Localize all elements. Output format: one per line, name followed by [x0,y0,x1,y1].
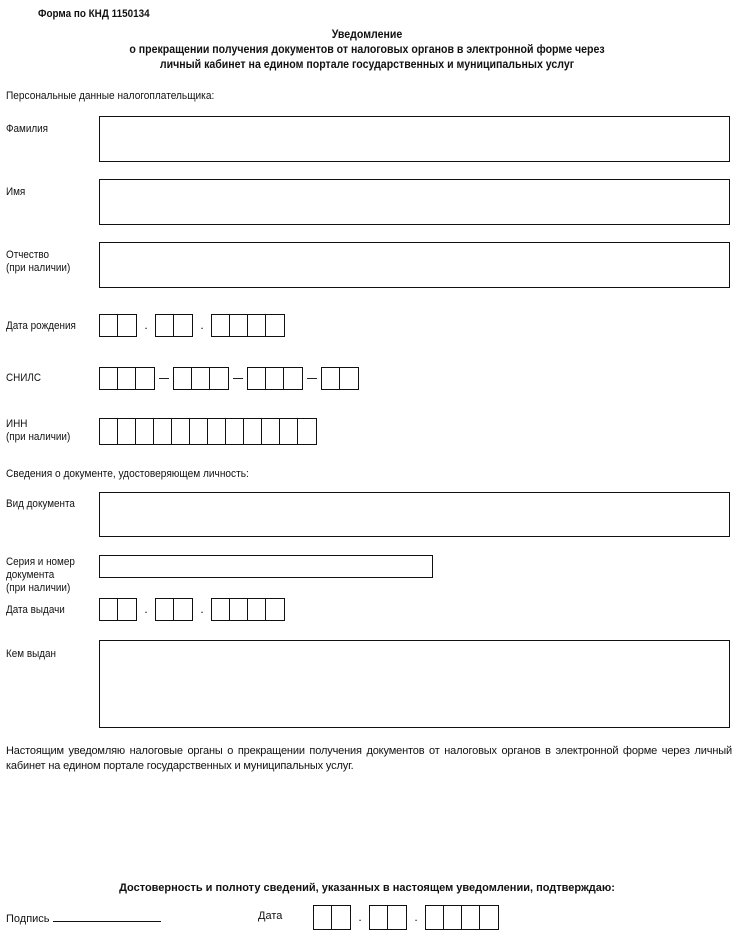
birth-year-cells[interactable] [211,314,285,337]
issue-date-label: Дата выдачи [6,604,65,616]
patronymic-label-line2: (при наличии) [6,262,71,274]
snils-field [99,367,359,390]
digit-cell[interactable] [136,368,154,389]
signature-block [6,910,161,925]
date-separator: . [414,910,418,924]
digit-cell[interactable] [444,906,462,929]
title-line-2: о прекращении получения документов от налоговых органов в электронной форме через [129,44,605,56]
inn-label-line2: (при наличии) [6,431,71,443]
snils-label: СНИЛС [6,372,42,384]
snils-dash [303,378,321,380]
patronymic-label-line1: Отчество [6,249,50,261]
inn-label-line1: ИНН [6,418,28,430]
digit-cell[interactable] [248,599,266,620]
series-number-label [6,556,75,595]
snils-dash [229,378,247,380]
digit-cell[interactable] [100,315,118,336]
issued-by-field[interactable] [99,640,730,728]
patronymic-field[interactable] [99,242,730,288]
digit-cell[interactable] [262,419,280,444]
issue-month-cells[interactable] [155,598,193,621]
digit-cell[interactable] [280,419,298,444]
digit-cell[interactable] [266,599,284,620]
series-number-label-line3: (при наличии) [6,582,71,594]
date-label: Дата [258,910,283,922]
series-number-field[interactable] [99,555,433,578]
digit-cell[interactable] [388,906,406,929]
digit-cell[interactable] [190,419,208,444]
digit-cell[interactable] [266,315,284,336]
issue-day-cells[interactable] [99,598,137,621]
digit-cell[interactable] [174,599,192,620]
digit-cell[interactable] [100,368,118,389]
digit-cell[interactable] [208,419,226,444]
digit-cell[interactable] [118,599,136,620]
form-title [0,28,734,73]
snils-group-3[interactable] [247,367,303,390]
digit-cell[interactable] [192,368,210,389]
patronymic-label [6,249,70,275]
digit-cell[interactable] [100,419,118,444]
birth-month-cells[interactable] [155,314,193,337]
inn-label [6,418,70,444]
sign-day-cells[interactable] [313,905,351,930]
digit-cell[interactable] [172,419,190,444]
digit-cell[interactable] [426,906,444,929]
digit-cell[interactable] [118,315,136,336]
surname-field[interactable] [99,116,730,162]
date-separator: . [144,318,148,332]
digit-cell[interactable] [248,368,266,389]
digit-cell[interactable] [314,906,332,929]
digit-cell[interactable] [118,419,136,444]
digit-cell[interactable] [284,368,302,389]
sign-year-cells[interactable] [425,905,499,930]
digit-cell[interactable] [100,599,118,620]
personal-section-heading: Персональные данные налогоплательщика: [6,90,215,102]
date-separator: . [358,910,362,924]
digit-cell[interactable] [174,368,192,389]
digit-cell[interactable] [136,419,154,444]
signature-line[interactable] [53,910,161,922]
inn-cells[interactable] [99,418,317,445]
digit-cell[interactable] [226,419,244,444]
date-separator: . [200,318,204,332]
document-section-heading: Сведения о документе, удостоверяющем личность: [6,468,249,480]
digit-cell[interactable] [212,315,230,336]
digit-cell[interactable] [154,419,172,444]
snils-group-2[interactable] [173,367,229,390]
digit-cell[interactable] [462,906,480,929]
name-label: Имя [6,186,26,198]
inn-field [99,418,317,445]
digit-cell[interactable] [174,315,192,336]
name-field[interactable] [99,179,730,225]
digit-cell[interactable] [340,368,358,389]
digit-cell[interactable] [156,315,174,336]
signature-label: Подпись [6,913,50,925]
digit-cell[interactable] [212,599,230,620]
surname-label: Фамилия [6,123,49,135]
snils-group-4[interactable] [321,367,359,390]
title-line-1: Уведомление [331,29,403,41]
title-line-3: личный кабинет на едином портале государственных и муниципальных услуг [159,59,575,71]
digit-cell[interactable] [230,599,248,620]
doc-type-field[interactable] [99,492,730,537]
digit-cell[interactable] [322,368,340,389]
form-code: Форма по КНД 1150134 [38,8,150,20]
sign-month-cells[interactable] [369,905,407,930]
confirmation-text: Достоверность и полноту сведений, указанных в настоящем уведомлении, подтверждаю: [119,882,615,894]
snils-dash [155,378,173,380]
digit-cell[interactable] [480,906,498,929]
digit-cell[interactable] [266,368,284,389]
birth-day-cells[interactable] [99,314,137,337]
doc-type-label: Вид документа [6,498,75,510]
digit-cell[interactable] [156,599,174,620]
digit-cell[interactable] [118,368,136,389]
snils-group-1[interactable] [99,367,155,390]
birth-date-field [99,314,285,337]
birth-date-label: Дата рождения [6,320,76,332]
series-number-label-line2: документа [6,569,55,581]
digit-cell[interactable] [244,419,262,444]
statement-text: Настоящим уведомляю налоговые органы о прекращении получения документов от налоговых органов в электронной форме через личный кабинет на едином портале государственных и муниципальных услуг. [6,745,732,772]
digit-cell[interactable] [210,368,228,389]
digit-cell[interactable] [370,906,388,929]
series-number-label-line1: Серия и номер [6,556,75,568]
digit-cell[interactable] [248,315,266,336]
issue-date-field [99,598,285,621]
issued-by-label: Кем выдан [6,648,56,660]
issue-year-cells[interactable] [211,598,285,621]
digit-cell[interactable] [230,315,248,336]
digit-cell[interactable] [298,419,316,444]
date-separator: . [200,602,204,616]
date-separator: . [144,602,148,616]
sign-date-field [313,905,499,930]
digit-cell[interactable] [332,906,350,929]
